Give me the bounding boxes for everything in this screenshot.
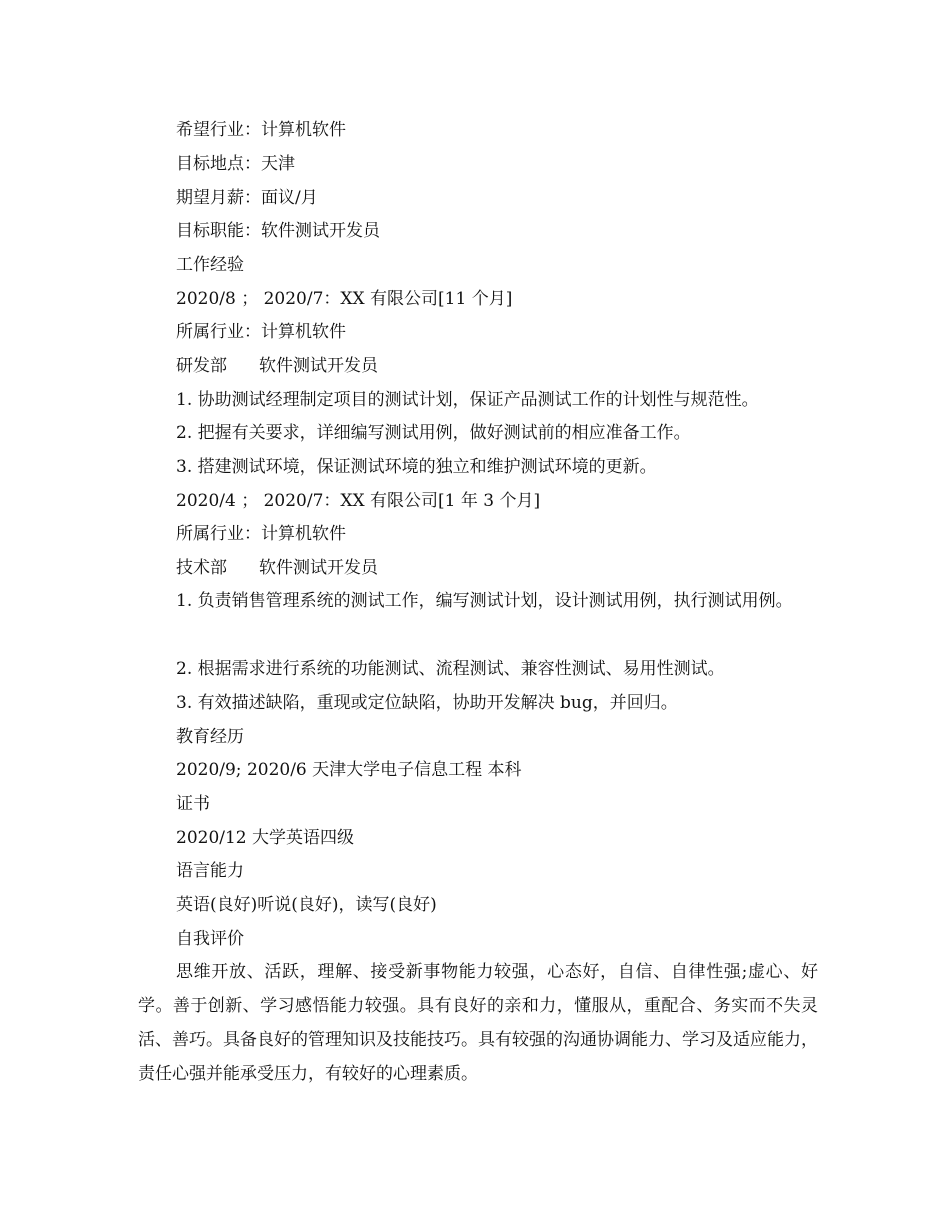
job-1-duty-3: 3. 搭建测试环境，保证测试环境的独立和维护测试环境的更新。: [176, 457, 657, 477]
target-location: 目标地点：天津: [176, 154, 295, 174]
job-1-department: 研发部: [176, 356, 227, 376]
job-2-department-row: [176, 558, 378, 578]
job-2-duty-1: 1. 负责销售管理系统的测试工作，编写测试计划，设计测试用例，执行测试用例。: [176, 591, 793, 611]
expected-salary: 期望月薪：面议/月: [176, 188, 318, 208]
job-1-duty-1: 1. 协助测试经理制定项目的测试计划，保证产品测试工作的计划性与规范性。: [176, 390, 759, 410]
job-2-title: 软件测试开发员: [259, 558, 378, 578]
work-experience-heading: 工作经验: [176, 255, 244, 275]
language-entry: 英语(良好)听说(良好)，读写(良好): [176, 895, 437, 915]
certificates-heading: 证书: [176, 794, 210, 814]
job-2-period: 2020/4 ； 2020/7：XX 有限公司[1 年 3 个月]: [176, 491, 541, 511]
self-evaluation-heading: 自我评价: [176, 929, 244, 949]
education-entry: 2020/9; 2020/6 天津大学电子信息工程 本科: [176, 760, 522, 780]
self-evaluation-text: 思维开放、活跃，理解、接受新事物能力较强，心态好，自信、自律性强;虚心、好学。善于创新、学习感悟能力较强。具有良好的亲和力，懂服从，重配合、务实而不失灵活、善巧。具备良好的管理知识及技能技巧。具有较强的沟通协调能力、学习及适应能力，责任心强并能承受压力，有较好的心理素质。: [138, 962, 818, 1084]
target-position: 目标职能：软件测试开发员: [176, 221, 380, 241]
job-1-title: 软件测试开发员: [259, 356, 378, 376]
job-2-industry: 所属行业：计算机软件: [176, 524, 346, 544]
job-2-duty-2: 2. 根据需求进行系统的功能测试、流程测试、兼容性测试、易用性测试。: [176, 659, 725, 679]
certificate-entry: 2020/12 大学英语四级: [176, 828, 355, 848]
job-1-period: 2020/8 ； 2020/7：XX 有限公司[11 个月]: [176, 289, 513, 309]
languages-heading: 语言能力: [176, 861, 244, 881]
job-2-duty-3: 3. 有效描述缺陷，重现或定位缺陷，协助开发解决 bug，并回归。: [176, 693, 678, 713]
job-1-department-row: [176, 356, 378, 376]
job-2-department: 技术部: [176, 558, 227, 578]
education-heading: 教育经历: [176, 727, 244, 747]
job-1-duty-2: 2. 把握有关要求，详细编写测试用例，做好测试前的相应准备工作。: [176, 423, 691, 443]
desired-industry: 希望行业：计算机软件: [176, 120, 346, 140]
job-1-industry: 所属行业：计算机软件: [176, 322, 346, 342]
